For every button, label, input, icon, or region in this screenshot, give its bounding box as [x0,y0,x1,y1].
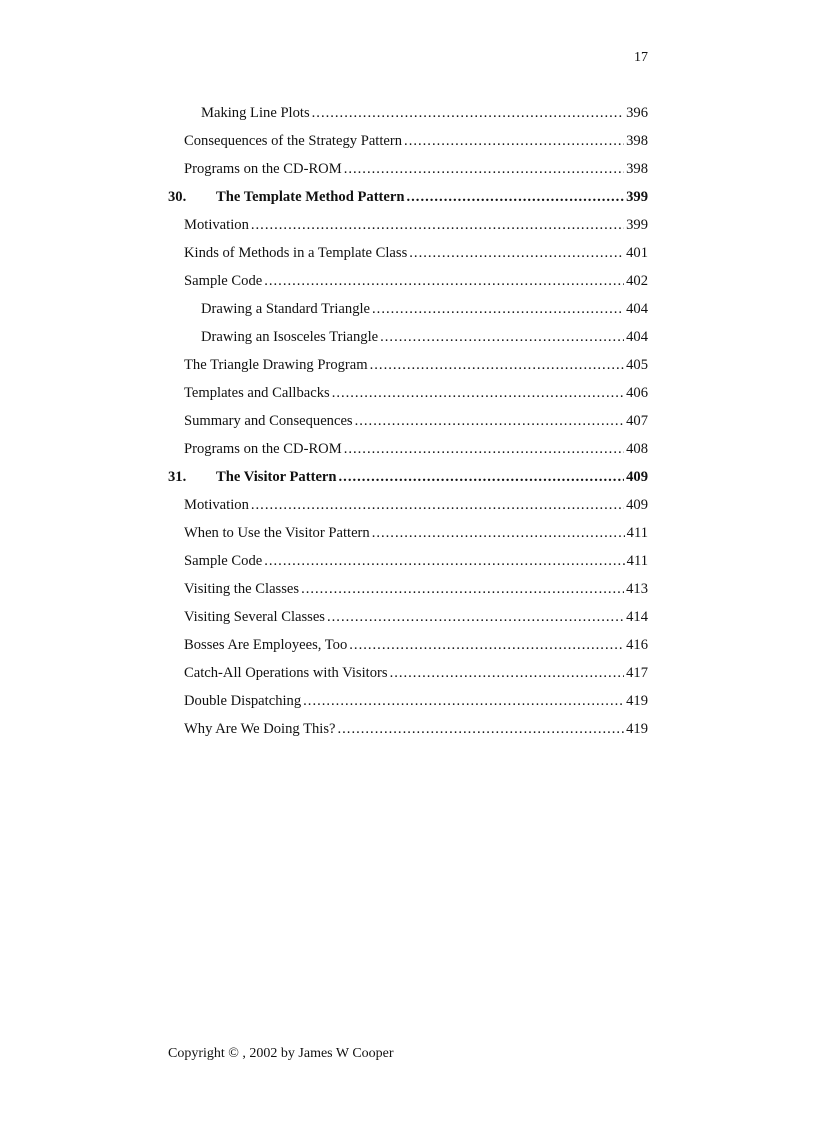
dot-leader [303,687,624,715]
dot-leader [264,547,624,575]
toc-chapter-number: 30. [168,189,187,205]
toc-page-number: 407 [626,413,648,429]
toc-page-number: 409 [626,469,648,485]
dot-leader [251,211,624,239]
toc-entry-title: Catch-All Operations with Visitors [184,665,388,681]
toc-page-number: 408 [626,441,648,457]
dot-leader [264,267,624,295]
dot-leader [370,351,624,379]
toc-page-number: 411 [626,525,648,541]
toc-page-number: 414 [626,609,648,625]
toc-page-number: 413 [626,581,648,597]
toc-page-number: 399 [626,189,648,205]
toc-entry[interactable] [168,687,648,715]
toc-entry-title: Summary and Consequences [184,413,353,429]
dot-leader [339,463,625,491]
dot-leader [409,239,624,267]
toc-entry[interactable] [168,155,648,183]
toc-entry[interactable] [168,239,648,267]
toc-entry[interactable] [168,575,648,603]
toc-entry-title: Consequences of the Strategy Pattern [184,133,403,149]
toc-page-number: 404 [626,301,648,317]
dot-leader [332,379,624,407]
toc-chapter-entry[interactable] [168,183,648,211]
toc-entry-title: Making Line Plots [201,105,310,121]
toc-entry[interactable] [168,295,648,323]
toc-page-number: 406 [626,385,648,401]
dot-leader [372,295,624,323]
copyright-footer: Copyright © , 2002 by James W Cooper [168,1046,394,1061]
toc-entry-title: Sample Code [184,553,263,569]
dot-leader [349,631,624,659]
toc-entry-title: Sample Code [184,273,263,289]
toc-page-number: 409 [626,497,648,513]
toc-entry-title: When to Use the Visitor Pattern [184,525,370,541]
toc-page-number: 402 [626,273,648,289]
toc-page-number: 396 [626,105,648,121]
toc-entry[interactable] [168,211,648,239]
toc-chapter-entry[interactable] [168,463,648,491]
table-of-contents [168,99,648,743]
dot-leader [251,491,624,519]
toc-page-number: 416 [626,637,648,653]
toc-page-number: 404 [626,329,648,345]
dot-leader [407,183,625,211]
toc-page-number: 411 [626,553,648,569]
toc-entry-title: Drawing an Isosceles Triangle [201,329,379,345]
toc-page-number: 398 [626,161,648,177]
toc-entry-title: The Template Method Pattern [216,189,405,205]
toc-entry[interactable] [168,603,648,631]
dot-leader [338,715,625,743]
toc-entry-title: Double Dispatching [184,693,302,709]
toc-entry-title: Motivation [184,497,249,513]
toc-entry[interactable] [168,127,648,155]
toc-entry[interactable] [168,323,648,351]
toc-entry[interactable] [168,491,648,519]
toc-entry-title: Programs on the CD-ROM [184,161,342,177]
dot-leader [344,435,624,463]
dot-leader [344,155,624,183]
toc-entry-title: Motivation [184,217,249,233]
toc-entry[interactable] [168,659,648,687]
toc-entry[interactable] [168,519,648,547]
toc-entry-title: Drawing a Standard Triangle [201,301,371,317]
toc-entry[interactable] [168,407,648,435]
toc-entry-title: Visiting the Classes [184,581,300,597]
toc-entry[interactable] [168,715,648,743]
toc-page-number: 398 [626,133,648,149]
toc-page-number: 401 [626,245,648,261]
toc-entry-title: Bosses Are Employees, Too [184,637,348,653]
toc-page-number: 399 [626,217,648,233]
dot-leader [355,407,625,435]
dot-leader [380,323,624,351]
toc-entry[interactable] [168,547,648,575]
toc-entry-title: The Triangle Drawing Program [184,357,368,373]
toc-entry[interactable] [168,267,648,295]
toc-entry[interactable] [168,435,648,463]
dot-leader [372,519,625,547]
page-number: 17 [634,50,648,65]
toc-entry-title: Visiting Several Classes [184,609,325,625]
toc-entry[interactable] [168,379,648,407]
dot-leader [327,603,624,631]
dot-leader [404,127,624,155]
toc-entry-title: Why Are We Doing This? [184,721,336,737]
toc-page-number: 419 [626,693,648,709]
toc-page-number: 405 [626,357,648,373]
dot-leader [390,659,625,687]
toc-page-number: 417 [626,665,648,681]
toc-page-number: 419 [626,721,648,737]
toc-chapter-number: 31. [168,469,187,485]
toc-entry-title: The Visitor Pattern [216,469,337,485]
toc-entry-title: Templates and Callbacks [184,385,330,401]
toc-entry[interactable] [168,99,648,127]
toc-entry-title: Kinds of Methods in a Template Class [184,245,408,261]
dot-leader [312,99,624,127]
dot-leader [301,575,624,603]
toc-entry[interactable] [168,631,648,659]
toc-entry-title: Programs on the CD-ROM [184,441,342,457]
toc-entry[interactable] [168,351,648,379]
